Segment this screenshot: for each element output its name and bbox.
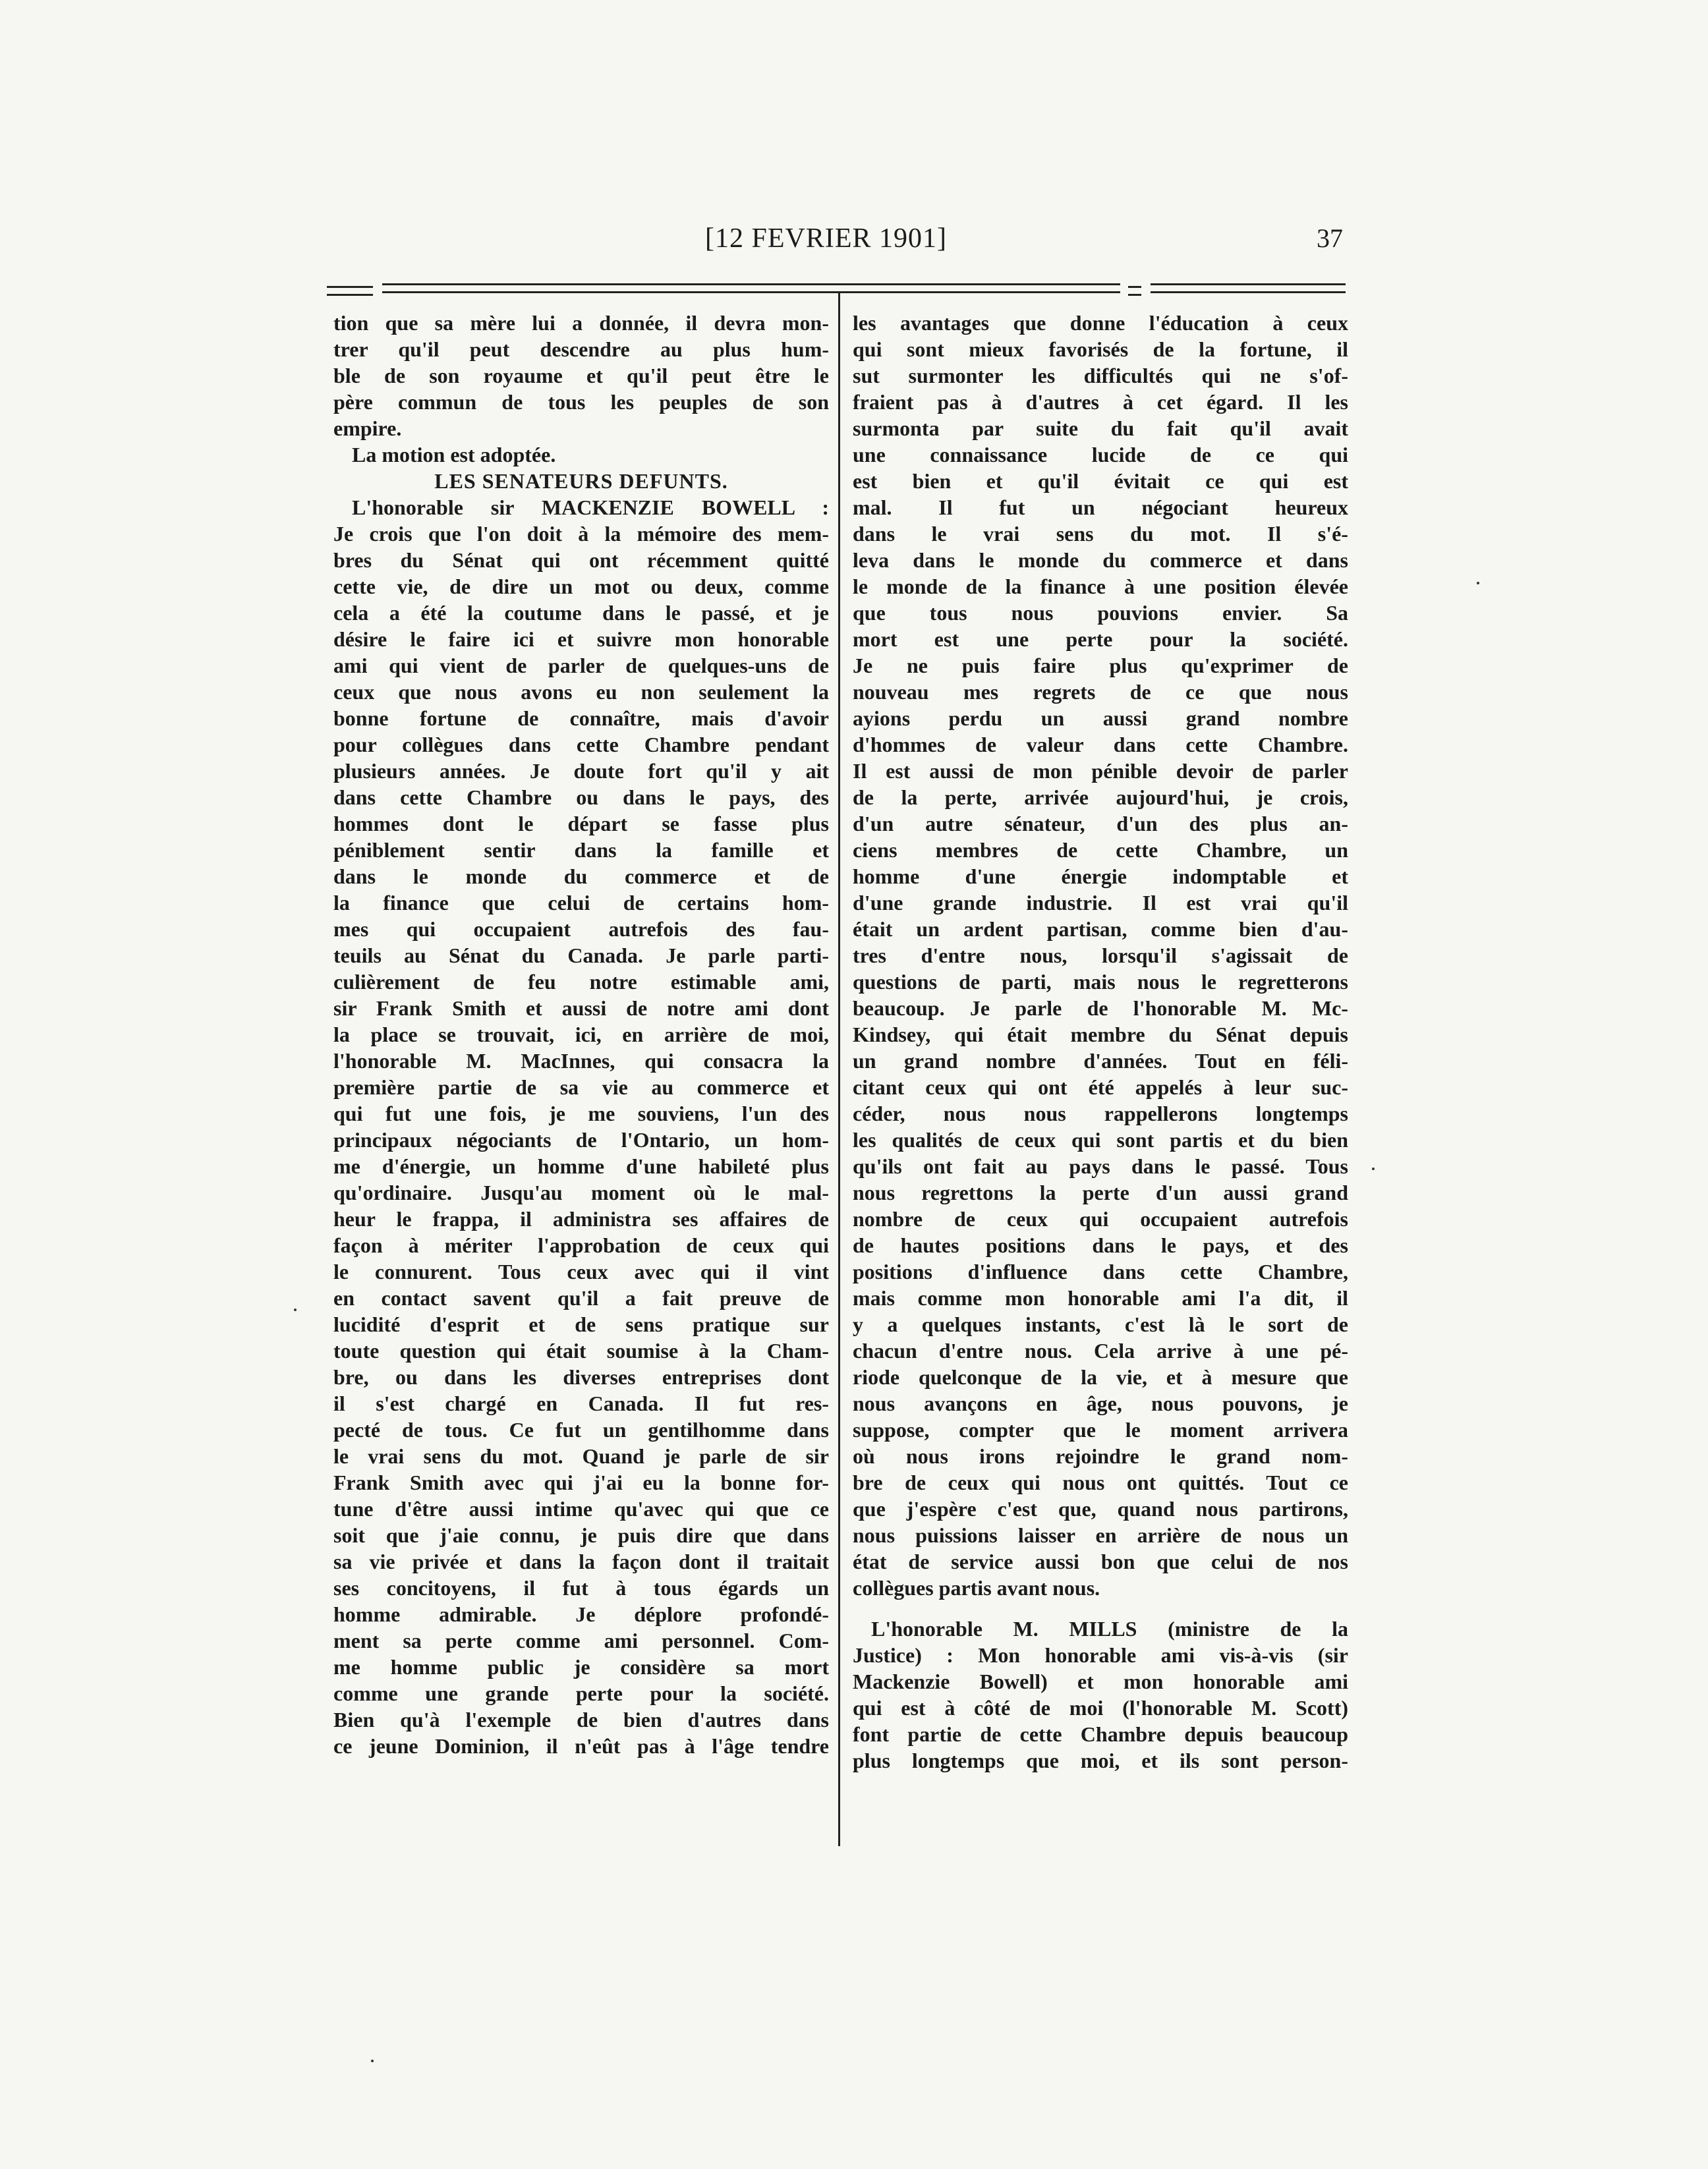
text-line: comme une grande perte pour la société. [333, 1681, 829, 1705]
page-number: 37 [1317, 223, 1343, 253]
text-line: L'honorable sir MACKENZIE BOWELL : [352, 495, 829, 519]
text-line: teuils au Sénat du Canada. Je parle parti- [333, 944, 829, 967]
text-line: Kindsey, qui était membre du Sénat depuis [853, 1023, 1348, 1046]
text-line: trer qu'il peut descendre au plus hum- [333, 337, 829, 361]
text-line: nous avançons en âge, nous pouvons, je [853, 1392, 1348, 1415]
text-line: Frank Smith avec qui j'ai eu la bonne for- [333, 1471, 829, 1494]
text-line: nouveau mes regrets de ce que nous [853, 680, 1348, 704]
text-line: les avantages que donne l'éducation à ceux [853, 311, 1348, 335]
text-line: plus longtemps que moi, et ils sont person- [853, 1749, 1348, 1772]
text-line: ayions perdu un aussi grand nombre [853, 706, 1348, 730]
text-line: pour collègues dans cette Chambre pendant [333, 733, 829, 756]
text-line: riode quelconque de la vie, et à mesure que [853, 1365, 1348, 1389]
text-line: une connaissance lucide de ce qui [853, 443, 1348, 466]
text-line: soit que j'aie connu, je puis dire que dans [333, 1523, 829, 1547]
text-line: tion que sa mère lui a donnée, il devra mon- [333, 311, 829, 335]
text-line: il s'est chargé en Canada. Il fut res- [333, 1392, 829, 1415]
text-line: état de service aussi bon que celui de nos [853, 1550, 1348, 1573]
text-line: ami qui vient de parler de quelques-uns de [333, 654, 829, 677]
text-line: en contact savent qu'il a fait preuve de [333, 1286, 829, 1310]
scan-speck [1372, 1168, 1375, 1170]
text-line: ment sa perte comme ami personnel. Com- [333, 1629, 829, 1652]
text-line: ble de son royaume et qu'il peut être le [333, 364, 829, 387]
text-line: était un ardent partisan, comme bien d'au- [853, 917, 1348, 941]
text-line: où nous irons rejoindre le grand nom- [853, 1444, 1348, 1468]
text-line: ses concitoyens, il fut à tous égards un [333, 1576, 829, 1600]
text-line: mal. Il fut un négociant heureux [853, 495, 1348, 519]
text-line: que j'espère c'est que, quand nous partirons, [853, 1497, 1348, 1521]
text-line: lucidité d'esprit et de sens pratique sur [333, 1312, 829, 1336]
text-line: tune d'être aussi intime qu'avec qui que ce [333, 1497, 829, 1521]
text-line: que tous nous pouvions envier. Sa [853, 601, 1348, 625]
text-line: cette vie, de dire un mot ou deux, comme [333, 575, 829, 598]
text-line: le monde de la finance à une position élevée [853, 575, 1348, 598]
text-line: nombre de ceux qui occupaient autrefois [853, 1207, 1348, 1231]
text-line: nous regrettons la perte d'un aussi grand [853, 1181, 1348, 1204]
header-date: [12 FEVRIER 1901] [705, 223, 947, 254]
text-line: Je crois que l'on doit à la mémoire des mem- [333, 522, 829, 546]
scan-speck [1477, 582, 1479, 584]
text-line: dans le monde du commerce et de [333, 864, 829, 888]
text-line: ce jeune Dominion, il n'eût pas à l'âge tendre [333, 1734, 829, 1758]
text-line: fraient pas à d'autres à cet égard. Il les [853, 390, 1348, 414]
scan-speck [294, 1309, 297, 1311]
text-line: d'une grande industrie. Il est vrai qu'il [853, 891, 1348, 915]
text-line: mes qui occupaient autrefois des fau- [333, 917, 829, 941]
text-line: ceux que nous avons eu non seulement la [333, 680, 829, 704]
text-line: l'honorable M. MacInnes, qui consacra la [333, 1049, 829, 1073]
text-line: bre, ou dans les diverses entreprises dont [333, 1365, 829, 1389]
text-line: qu'ordinaire. Jusqu'au moment où le mal- [333, 1181, 829, 1204]
text-line: un grand nombre d'années. Tout en féli- [853, 1049, 1348, 1073]
text-line: bre de ceux qui nous ont quittés. Tout ce [853, 1471, 1348, 1494]
column-divider [838, 291, 840, 1846]
text-line: qu'ils ont fait au pays dans le passé. Tous [853, 1154, 1348, 1178]
text-line: la place se trouvait, ici, en arrière de moi, [333, 1023, 829, 1046]
text-line: culièrement de feu notre estimable ami, [333, 970, 829, 994]
text-line: citant ceux qui ont été appelés à leur suc- [853, 1075, 1348, 1099]
text-line: Justice) : Mon honorable ami vis-à-vis (sir [853, 1643, 1348, 1667]
text-line: sa vie privée et dans la façon dont il traitait [333, 1550, 829, 1573]
text-line: empire. [333, 416, 402, 440]
text-line: bres du Sénat qui ont récemment quitté [333, 548, 829, 572]
text-line: de la perte, arrivée aujourd'hui, je crois, [853, 785, 1348, 809]
text-line: Mackenzie Bowell) et mon honorable ami [853, 1670, 1348, 1693]
text-line: d'un autre sénateur, d'un des plus an- [853, 812, 1348, 835]
text-line: sut surmonter les difficultés qui ne s'of- [853, 364, 1348, 387]
text-line: homme admirable. Je déplore profondé- [333, 1602, 829, 1626]
text-line: L'honorable M. MILLS (ministre de la [871, 1617, 1348, 1641]
right-column [853, 310, 1348, 1774]
text-line: positions d'influence dans cette Chambre, [853, 1260, 1348, 1283]
text-line: pecté de tous. Ce fut un gentilhomme dans [333, 1418, 829, 1442]
text-line: première partie de sa vie au commerce et [333, 1075, 829, 1099]
text-line: façon à mériter l'approbation de ceux qui [333, 1233, 829, 1257]
text-line: Je ne puis faire plus qu'exprimer de [853, 654, 1348, 677]
text-line: père commun de tous les peuples de son [333, 390, 829, 414]
text-line: la finance que celui de certains hom- [333, 891, 829, 915]
text-line: dans le vrai sens du mot. Il s'é- [853, 522, 1348, 546]
scan-speck [371, 2060, 374, 2062]
text-line: est bien et qu'il évitait ce qui est [853, 469, 1348, 493]
text-line: surmonta par suite du fait qu'il avait [853, 416, 1348, 440]
text-line: hommes dont le départ se fasse plus [333, 812, 829, 835]
text-line: nous puissions laisser en arrière de nous un [853, 1523, 1348, 1547]
text-line: de hautes positions dans le pays, et des [853, 1233, 1348, 1257]
text-line: mais comme mon honorable ami l'a dit, il [853, 1286, 1348, 1310]
text-line: qui sont mieux favorisés de la fortune, il [853, 337, 1348, 361]
text-line: ciens membres de cette Chambre, un [853, 838, 1348, 862]
text-line: principaux négociants de l'Ontario, un hom- [333, 1128, 829, 1152]
text-line: qui est à côté de moi (l'honorable M. Scott) [853, 1696, 1348, 1720]
text-line: collègues partis avant nous. [853, 1576, 1100, 1600]
text-line: désire le faire ici et suivre mon honorable [333, 627, 829, 651]
text-line: Bien qu'à l'exemple de bien d'autres dans [333, 1708, 829, 1732]
text-line: le connurent. Tous ceux avec qui il vint [333, 1260, 829, 1283]
text-line: Il est aussi de mon pénible devoir de parler [853, 759, 1348, 783]
text-line: dans cette Chambre ou dans le pays, des [333, 785, 829, 809]
left-column [333, 310, 829, 1759]
text-line: bonne fortune de connaître, mais d'avoir [333, 706, 829, 730]
text-line: font partie de cette Chambre depuis beaucoup [853, 1722, 1348, 1746]
text-line: leva dans le monde du commerce et dans [853, 548, 1348, 572]
text-line: y a quelques instants, c'est là le sort de [853, 1312, 1348, 1336]
text-line: suppose, compter que le moment arrivera [853, 1418, 1348, 1442]
section-heading: LES SENATEURS DEFUNTS. [434, 469, 728, 493]
text-line: tres d'entre nous, lorsqu'il s'agissait de [853, 944, 1348, 967]
text-line: céder, nous nous rappellerons longtemps [853, 1102, 1348, 1125]
text-line: sir Frank Smith et aussi de notre ami dont [333, 996, 829, 1020]
text-line: qui fut une fois, je me souviens, l'un des [333, 1102, 829, 1125]
text-line: homme d'une énergie indomptable et [853, 864, 1348, 888]
text-line: toute question qui était soumise à la Cham- [333, 1339, 829, 1363]
text-line: heur le frappa, il administra ses affaires de [333, 1207, 829, 1231]
text-line: cela a été la coutume dans le passé, et je [333, 601, 829, 625]
text-line: beaucoup. Je parle de l'honorable M. Mc- [853, 996, 1348, 1020]
text-line: d'hommes de valeur dans cette Chambre. [853, 733, 1348, 756]
text-line: me d'énergie, un homme d'une habileté plus [333, 1154, 829, 1178]
text-line: mort est une perte pour la société. [853, 627, 1348, 651]
text-line: plusieurs années. Je doute fort qu'il y ait [333, 759, 829, 783]
text-line: le vrai sens du mot. Quand je parle de sir [333, 1444, 829, 1468]
text-line: chacun d'entre nous. Cela arrive à une pé- [853, 1339, 1348, 1363]
text-line: péniblement sentir dans la famille et [333, 838, 829, 862]
paragraph-gap [853, 1601, 1348, 1616]
text-line: les qualités de ceux qui sont partis et du bien [853, 1128, 1348, 1152]
text-line: me homme public je considère sa mort [333, 1655, 829, 1679]
text-line: La motion est adoptée. [352, 443, 556, 466]
text-line: questions de parti, mais nous le regretterons [853, 970, 1348, 994]
